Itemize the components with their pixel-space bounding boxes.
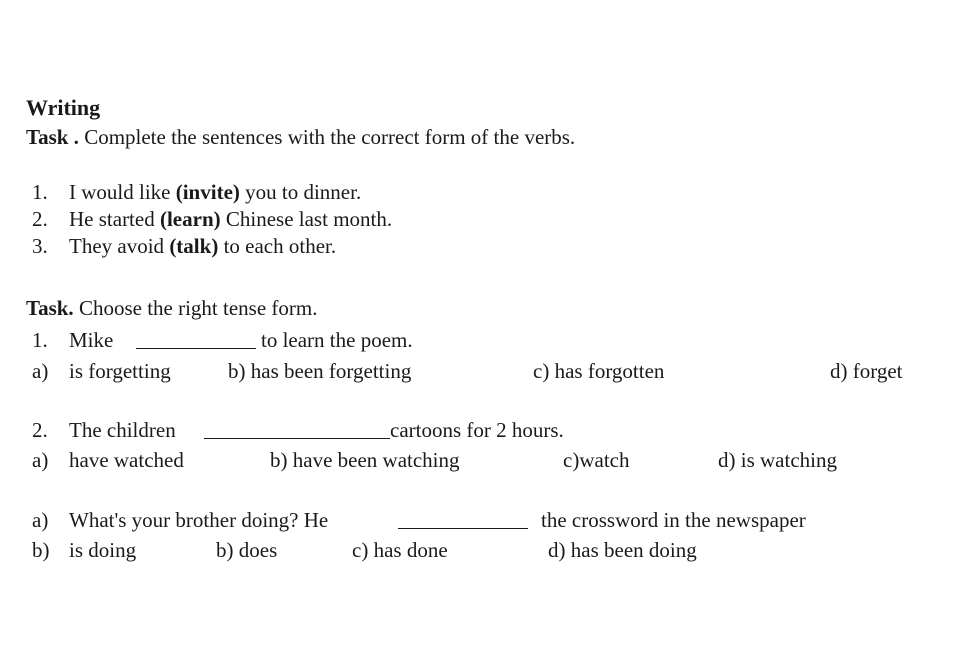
task1-item-2 [69,209,392,230]
task1-item-1-number: 1. [32,180,48,204]
q1-subject: Mike [69,328,114,352]
task1-item-2-before: He started [69,207,155,231]
q2-option-a: have watched [69,448,184,472]
q3-option-2-letter: b) [216,538,234,562]
q2-option-c-text: watch [579,448,630,472]
q3-option-2-text: does [238,538,278,562]
q2-option-d-text: is watching [740,448,837,472]
q2-option-b-text: have been watching [292,448,460,472]
heading: Writing [26,95,101,120]
task1-item-1-verb: (invite) [175,180,240,204]
q2-option-b [270,450,460,471]
q3-option-4-text: has been doing [570,538,697,562]
q3-option-4-letter: d) [548,538,566,562]
task1-item-1-after: you to dinner. [245,180,362,204]
task1-item-2-verb: (learn) [159,207,221,231]
q3-blank[interactable] [398,528,528,529]
q3-option-1-letter: b) [32,538,50,562]
q1-rest: to learn the poem. [261,328,413,352]
q1-option-c-letter: c) [533,359,550,383]
q2-option-a-letter: a) [32,448,49,472]
q1-option-a-letter: a) [32,359,49,383]
q1-option-d [830,361,903,382]
q1-number: 1. [32,328,48,352]
q2-number: 2. [32,418,48,442]
task1-item-1-before: I would like [69,180,171,204]
q1-option-b-letter: b) [228,359,246,383]
q1-option-c-text: has forgotten [554,359,665,383]
q2-option-c-letter: c) [563,448,580,472]
q2-option-c [563,450,629,471]
task2-instruction: Choose the right tense form. [78,296,318,320]
task1-item-3-before: They avoid [69,234,165,258]
q3-option-3-text: has done [373,538,448,562]
q2-option-d [718,450,837,471]
q2-blank[interactable] [204,438,390,439]
q3-number: a) [32,508,49,532]
q1-option-b [228,361,411,382]
q1-option-b-text: has been forgetting [250,359,412,383]
q2-option-d-letter: d) [718,448,736,472]
task1-item-2-after: Chinese last month. [225,207,393,231]
q2-rest: cartoons for 2 hours. [390,418,564,442]
q3-option-3 [352,540,448,561]
task1-item-3-verb: (talk) [169,234,219,258]
task1-instruction: Complete the sentences with the correct form of the verbs. [84,125,576,149]
q1-option-c [533,361,664,382]
task1-item-1 [69,182,361,203]
q3-option-2 [216,540,277,561]
q2-option-b-letter: b) [270,448,288,472]
q1-blank[interactable] [136,348,256,349]
q3-option-4 [548,540,697,561]
task1-item-2-number: 2. [32,207,48,231]
q1-option-a: is forgetting [69,359,171,383]
q3-option-3-letter: c) [352,538,369,562]
task2-label: Task. [26,296,74,320]
q1-option-d-letter: d) [830,359,848,383]
task1-item-3-number: 3. [32,234,48,258]
task2-instruction-line [26,298,317,319]
q3-option-1: is doing [69,538,137,562]
q3-rest: the crossword in the newspaper [541,508,806,532]
task1-item-3-after: to each other. [223,234,337,258]
task1-item-3 [69,236,336,257]
task1-label: Task . [26,125,79,149]
task1-instruction-line [26,127,575,148]
q1-option-d-text: forget [852,359,903,383]
q2-subject: The children [69,418,176,442]
q3-question: What's your brother doing? He [69,508,329,532]
